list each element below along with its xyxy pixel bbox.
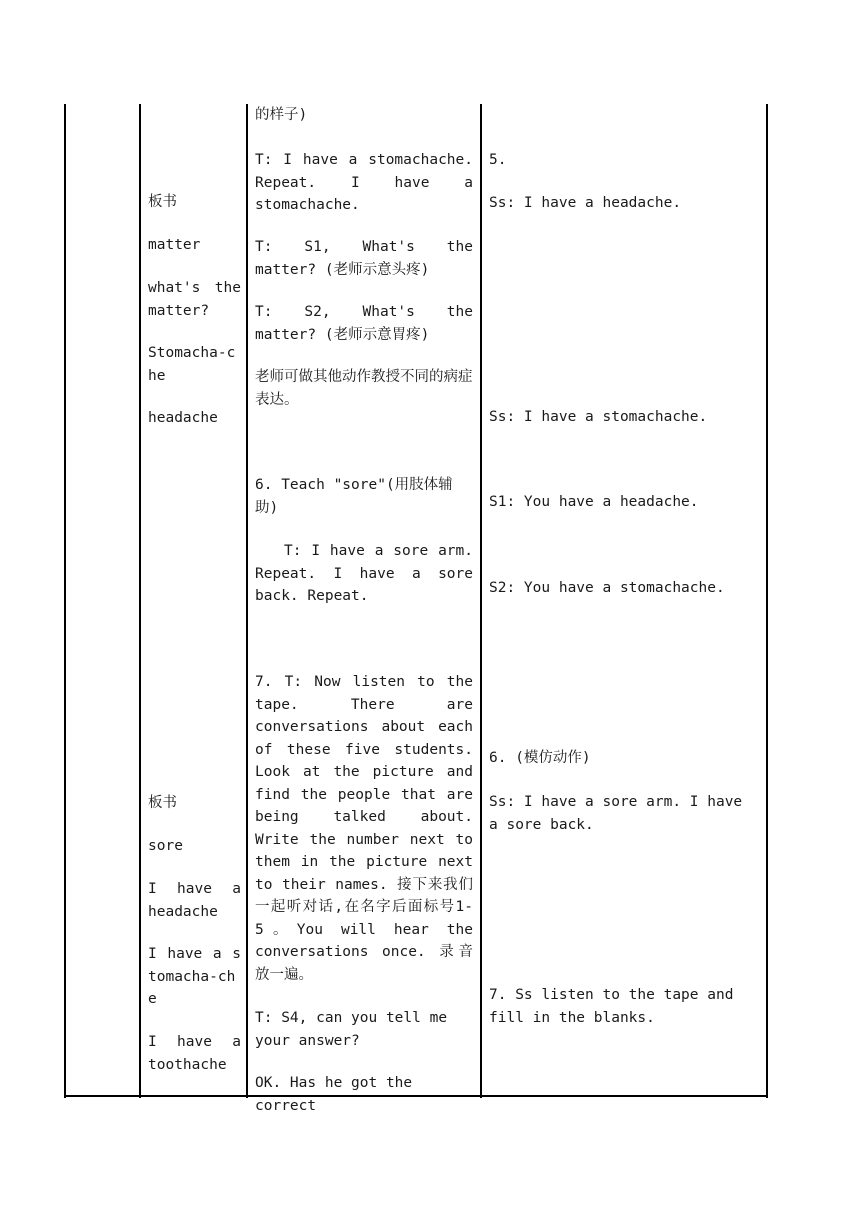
activity-text: 6. Teach "sore"(用肢体辅助): [255, 477, 453, 516]
activity-text: 7. T: Now listen to the tape. There are conversations about each of these five students. Look at the picture and find the people that are being talked about. Write the number next to them in the picture next to their names. 接下来我们一起听对话,在名字后面标号1-5。You will hear the conversations once. 录音放一遍。: [255, 674, 473, 983]
table-border-left: [64, 104, 66, 1098]
student-text: S2: You have a stomachache.: [489, 580, 725, 596]
student-text: 6. (模仿动作): [489, 750, 591, 766]
activity-text: T: S4, can you tell me your answer?: [255, 1010, 448, 1049]
table-border-right: [766, 104, 768, 1098]
student-text: Ss: I have a stomachache.: [489, 409, 708, 425]
table-column-divider: [246, 104, 248, 1098]
activity-text: T: S2, What's the matter? (老师示意胃疼): [255, 304, 473, 343]
student-text: Ss: I have a headache.: [489, 195, 682, 211]
board-item: sore: [148, 838, 183, 854]
board-item: I have a toothache: [148, 1034, 241, 1073]
student-text: Ss: I have a sore arm. I have a sore back.: [489, 794, 743, 833]
board-title: 板书: [148, 194, 177, 210]
board-item: headache: [148, 410, 218, 426]
activity-text: OK. Has he got the correct: [255, 1075, 413, 1114]
table-column-divider: [139, 104, 141, 1098]
board-item: I have a headache: [148, 881, 241, 920]
student-text: 7. Ss listen to the tape and fill in the blanks.: [489, 987, 734, 1026]
activity-text: 的样子): [255, 107, 308, 123]
table-column-divider: [480, 104, 482, 1098]
student-text: 5.: [489, 152, 507, 168]
board-item: I have a stomacha-che: [148, 946, 241, 1007]
activity-text: T: S1, What's the matter? (老师示意头疼): [255, 239, 473, 278]
activity-text: 老师可做其他动作教授不同的病症表达。: [255, 369, 473, 408]
board-title: 板书: [148, 795, 177, 811]
board-item: Stomacha-che: [148, 345, 236, 384]
activity-text: T: I have a sore arm. Repeat. I have a sore back. Repeat.: [255, 543, 473, 604]
student-text: S1: You have a headache.: [489, 494, 699, 510]
board-item: matter: [148, 237, 201, 253]
board-item: what's the matter?: [148, 280, 241, 319]
activity-text: T: I have a stomachache. Repeat. I have a stomachache.: [255, 152, 473, 213]
